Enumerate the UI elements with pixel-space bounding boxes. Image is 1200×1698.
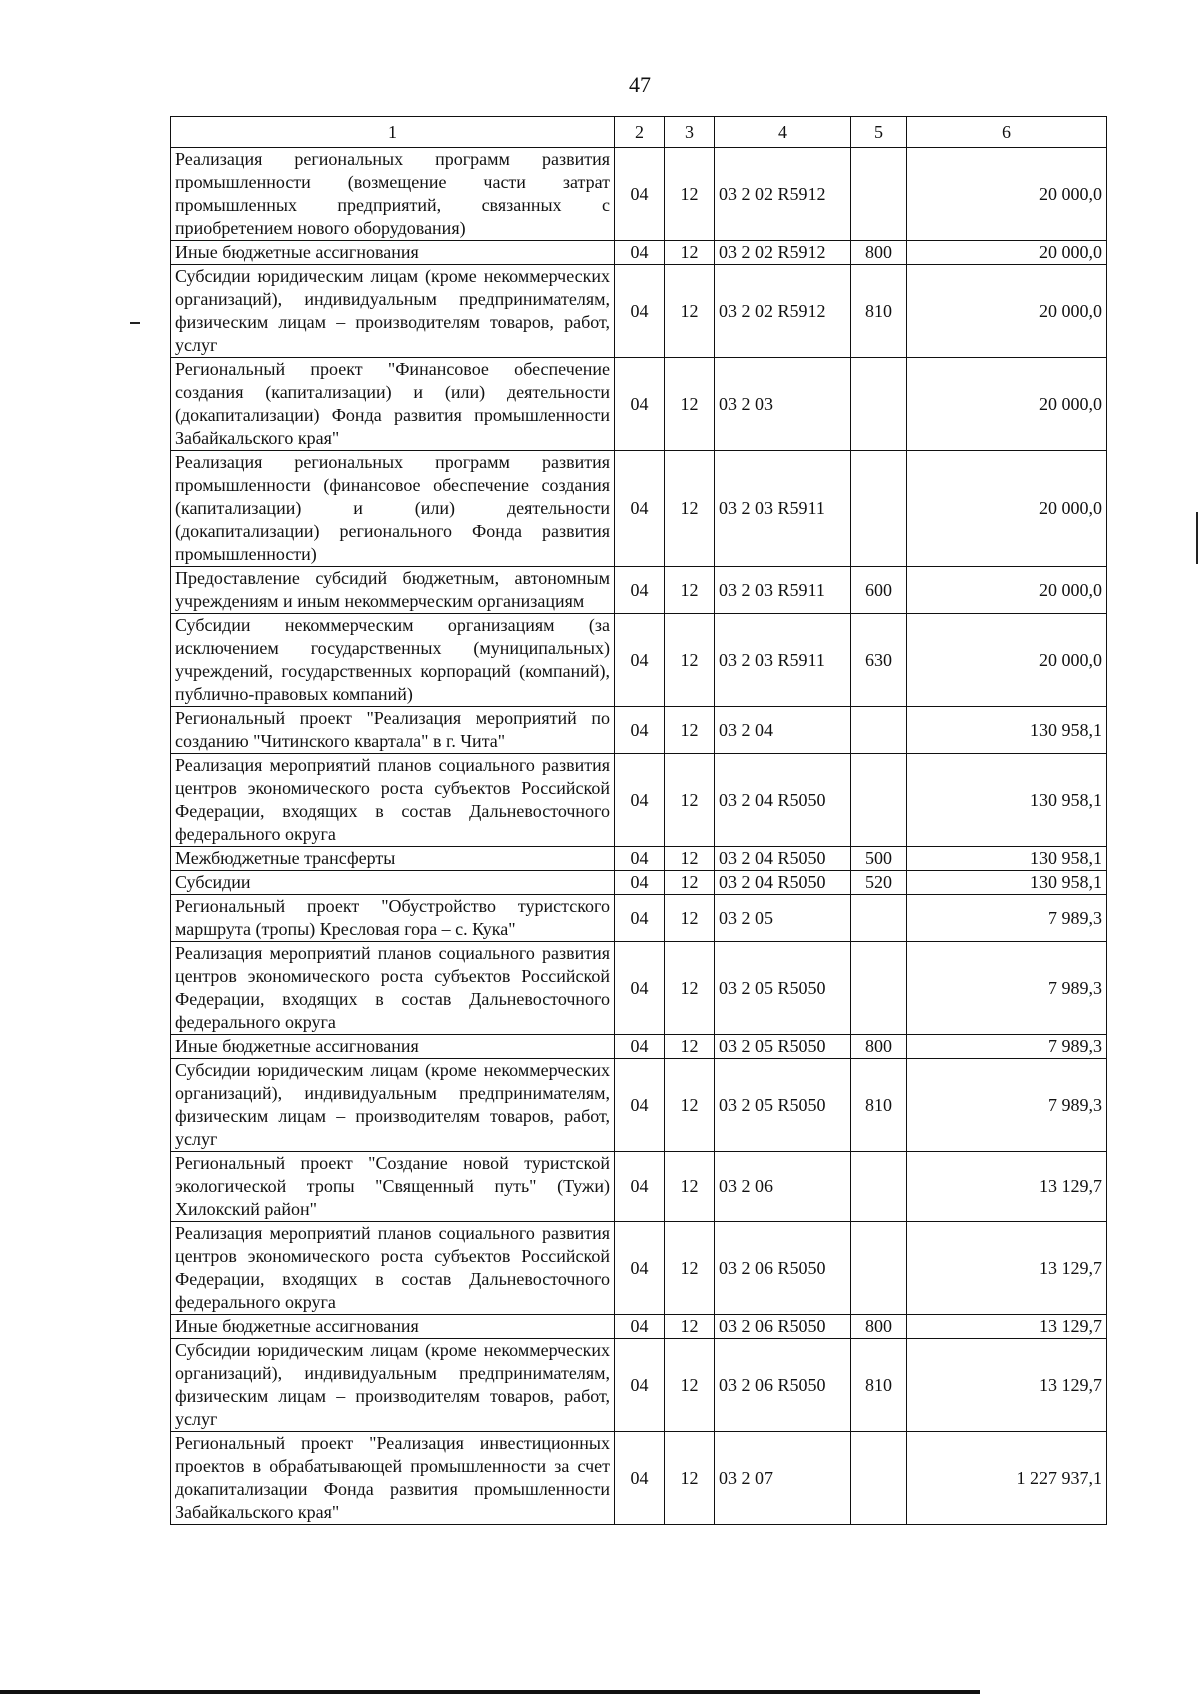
row-subsection-cell: 12 (665, 567, 715, 614)
row-amount-cell: 7 989,3 (907, 1035, 1107, 1059)
row-amount-cell: 13 129,7 (907, 1315, 1107, 1339)
row-name-cell: Предоставление субсидий бюджетным, автономным учреждениям и иным некоммерческим организациям (171, 567, 615, 614)
row-target-code-cell: 03 2 04 R5050 (715, 847, 851, 871)
row-expense-type-cell (851, 754, 907, 847)
row-target-code-cell: 03 2 04 R5050 (715, 871, 851, 895)
bottom-rule (0, 1690, 980, 1694)
row-amount-cell: 20 000,0 (907, 567, 1107, 614)
row-name-cell: Региональный проект "Реализация мероприятий по созданию "Читинского квартала" в г. Чита" (171, 707, 615, 754)
row-target-code-cell: 03 2 02 R5912 (715, 148, 851, 241)
row-section-cell: 04 (615, 1315, 665, 1339)
row-expense-type-cell: 520 (851, 871, 907, 895)
row-name-cell: Региональный проект "Реализация инвестиционных проектов в обрабатывающей промышленности за счет докапитализации Фонда развития промышленности Забайкальского края" (171, 1432, 615, 1525)
row-target-code-cell: 03 2 05 R5050 (715, 1059, 851, 1152)
row-amount-cell: 7 989,3 (907, 1059, 1107, 1152)
row-section-cell: 04 (615, 847, 665, 871)
table-row (171, 1432, 1107, 1525)
row-target-code-cell: 03 2 06 R5050 (715, 1339, 851, 1432)
row-expense-type-cell (851, 1222, 907, 1315)
row-target-code-cell: 03 2 02 R5912 (715, 265, 851, 358)
row-subsection-cell: 12 (665, 614, 715, 707)
row-section-cell: 04 (615, 754, 665, 847)
row-expense-type-cell (851, 942, 907, 1035)
table-row (171, 265, 1107, 358)
row-name-cell: Региональный проект "Создание новой туристской экологической тропы "Священный путь" (Тужи) Хилокский район" (171, 1152, 615, 1222)
row-name-cell: Иные бюджетные ассигнования (171, 1035, 615, 1059)
row-section-cell: 04 (615, 1035, 665, 1059)
row-subsection-cell: 12 (665, 942, 715, 1035)
row-section-cell: 04 (615, 567, 665, 614)
row-amount-cell: 20 000,0 (907, 614, 1107, 707)
row-subsection-cell: 12 (665, 148, 715, 241)
edge-mark-left (130, 322, 140, 324)
row-name-cell: Субсидии юридическим лицам (кроме некоммерческих организаций), индивидуальным предпринимателям, физическим лицам – производителям товаров, работ, услуг (171, 1059, 615, 1152)
row-section-cell: 04 (615, 1059, 665, 1152)
row-amount-cell: 20 000,0 (907, 451, 1107, 567)
row-amount-cell: 13 129,7 (907, 1222, 1107, 1315)
table-row (171, 358, 1107, 451)
row-target-code-cell: 03 2 02 R5912 (715, 241, 851, 265)
row-name-cell: Региональный проект "Финансовое обеспечение создания (капитализации) и (или) деятельности (докапитализации) Фонда развития промышленности Забайкальского края" (171, 358, 615, 451)
row-section-cell: 04 (615, 1222, 665, 1315)
row-subsection-cell: 12 (665, 451, 715, 567)
row-target-code-cell: 03 2 04 (715, 707, 851, 754)
table-row (171, 847, 1107, 871)
budget-table (170, 116, 1107, 1525)
row-name-cell: Субсидии некоммерческим организациям (за исключением государственных (муниципальных) учреждений, государственных корпораций (компаний), публично-правовых компаний) (171, 614, 615, 707)
table-row (171, 451, 1107, 567)
header-cell-6: 6 (907, 117, 1107, 148)
row-section-cell: 04 (615, 942, 665, 1035)
row-target-code-cell: 03 2 03 R5911 (715, 451, 851, 567)
row-name-cell: Реализация региональных программ развития промышленности (возмещение части затрат промышленных предприятий, связанных с приобретением нового оборудования) (171, 148, 615, 241)
table-row (171, 1152, 1107, 1222)
row-target-code-cell: 03 2 05 R5050 (715, 1035, 851, 1059)
row-subsection-cell: 12 (665, 1339, 715, 1432)
header-cell-3: 3 (665, 117, 715, 148)
row-expense-type-cell (851, 1152, 907, 1222)
table-row (171, 754, 1107, 847)
row-target-code-cell: 03 2 06 R5050 (715, 1222, 851, 1315)
row-section-cell: 04 (615, 707, 665, 754)
row-target-code-cell: 03 2 06 R5050 (715, 1315, 851, 1339)
table-body (171, 148, 1107, 1525)
row-expense-type-cell (851, 895, 907, 942)
row-section-cell: 04 (615, 1432, 665, 1525)
row-subsection-cell: 12 (665, 358, 715, 451)
table-row (171, 1059, 1107, 1152)
row-subsection-cell: 12 (665, 1152, 715, 1222)
row-subsection-cell: 12 (665, 871, 715, 895)
row-section-cell: 04 (615, 1339, 665, 1432)
row-expense-type-cell: 800 (851, 241, 907, 265)
row-amount-cell: 130 958,1 (907, 871, 1107, 895)
row-subsection-cell: 12 (665, 1059, 715, 1152)
row-target-code-cell: 03 2 05 (715, 895, 851, 942)
table-row (171, 895, 1107, 942)
row-expense-type-cell: 800 (851, 1035, 907, 1059)
row-subsection-cell: 12 (665, 1035, 715, 1059)
row-name-cell: Субсидии юридическим лицам (кроме некоммерческих организаций), индивидуальным предпринимателям, физическим лицам – производителям товаров, работ, услуг (171, 265, 615, 358)
table-row (171, 1315, 1107, 1339)
row-amount-cell: 130 958,1 (907, 847, 1107, 871)
row-amount-cell: 20 000,0 (907, 358, 1107, 451)
table-row (171, 567, 1107, 614)
table-row (171, 942, 1107, 1035)
row-amount-cell: 1 227 937,1 (907, 1432, 1107, 1525)
row-name-cell: Межбюджетные трансферты (171, 847, 615, 871)
row-subsection-cell: 12 (665, 265, 715, 358)
row-name-cell: Иные бюджетные ассигнования (171, 241, 615, 265)
row-target-code-cell: 03 2 03 (715, 358, 851, 451)
header-cell-5: 5 (851, 117, 907, 148)
row-name-cell: Субсидии юридическим лицам (кроме некоммерческих организаций), индивидуальным предпринимателям, физическим лицам – производителям товаров, работ, услуг (171, 1339, 615, 1432)
row-subsection-cell: 12 (665, 1222, 715, 1315)
row-name-cell: Реализация мероприятий планов социального развития центров экономического роста субъектов Российской Федерации, входящих в состав Дальневосточного федерального округа (171, 1222, 615, 1315)
row-section-cell: 04 (615, 451, 665, 567)
row-expense-type-cell: 810 (851, 1339, 907, 1432)
row-subsection-cell: 12 (665, 1432, 715, 1525)
row-name-cell: Реализация региональных программ развития промышленности (финансовое обеспечение создания (капитализации) и (или) деятельности (докапитализации) регионального Фонда развития промышленности) (171, 451, 615, 567)
row-name-cell: Реализация мероприятий планов социального развития центров экономического роста субъектов Российской Федерации, входящих в состав Дальневосточного федерального округа (171, 942, 615, 1035)
row-name-cell: Субсидии (171, 871, 615, 895)
row-section-cell: 04 (615, 265, 665, 358)
row-subsection-cell: 12 (665, 707, 715, 754)
table-row (171, 707, 1107, 754)
row-name-cell: Реализация мероприятий планов социального развития центров экономического роста субъектов Российской Федерации, входящих в состав Дальневосточного федерального округа (171, 754, 615, 847)
row-subsection-cell: 12 (665, 895, 715, 942)
row-expense-type-cell (851, 148, 907, 241)
row-section-cell: 04 (615, 358, 665, 451)
row-subsection-cell: 12 (665, 754, 715, 847)
row-amount-cell: 13 129,7 (907, 1152, 1107, 1222)
row-amount-cell: 7 989,3 (907, 895, 1107, 942)
row-section-cell: 04 (615, 871, 665, 895)
header-cell-1: 1 (171, 117, 615, 148)
edge-mark-right (1196, 512, 1198, 564)
table-row (171, 1035, 1107, 1059)
row-subsection-cell: 12 (665, 1315, 715, 1339)
row-expense-type-cell (851, 707, 907, 754)
table-row (171, 614, 1107, 707)
page-number: 47 (629, 72, 651, 97)
row-section-cell: 04 (615, 241, 665, 265)
row-name-cell: Региональный проект "Обустройство туристского маршрута (тропы) Кресловая гора – с. Кука" (171, 895, 615, 942)
row-expense-type-cell (851, 1432, 907, 1525)
row-expense-type-cell (851, 358, 907, 451)
row-expense-type-cell: 800 (851, 1315, 907, 1339)
table-row (171, 871, 1107, 895)
row-amount-cell: 130 958,1 (907, 707, 1107, 754)
table-row (171, 1339, 1107, 1432)
row-expense-type-cell: 500 (851, 847, 907, 871)
row-target-code-cell: 03 2 04 R5050 (715, 754, 851, 847)
row-target-code-cell: 03 2 03 R5911 (715, 614, 851, 707)
row-section-cell: 04 (615, 895, 665, 942)
row-subsection-cell: 12 (665, 847, 715, 871)
row-target-code-cell: 03 2 07 (715, 1432, 851, 1525)
row-amount-cell: 20 000,0 (907, 265, 1107, 358)
row-subsection-cell: 12 (665, 241, 715, 265)
row-target-code-cell: 03 2 06 (715, 1152, 851, 1222)
row-amount-cell: 130 958,1 (907, 754, 1107, 847)
row-target-code-cell: 03 2 05 R5050 (715, 942, 851, 1035)
header-cell-4: 4 (715, 117, 851, 148)
header-row (171, 117, 1107, 148)
row-name-cell: Иные бюджетные ассигнования (171, 1315, 615, 1339)
table-row (171, 1222, 1107, 1315)
table-row (171, 241, 1107, 265)
row-amount-cell: 20 000,0 (907, 148, 1107, 241)
row-expense-type-cell: 600 (851, 567, 907, 614)
row-section-cell: 04 (615, 1152, 665, 1222)
row-expense-type-cell: 810 (851, 1059, 907, 1152)
row-expense-type-cell: 810 (851, 265, 907, 358)
row-section-cell: 04 (615, 614, 665, 707)
table-row (171, 148, 1107, 241)
row-section-cell: 04 (615, 148, 665, 241)
row-amount-cell: 7 989,3 (907, 942, 1107, 1035)
row-target-code-cell: 03 2 03 R5911 (715, 567, 851, 614)
row-expense-type-cell: 630 (851, 614, 907, 707)
row-amount-cell: 20 000,0 (907, 241, 1107, 265)
row-amount-cell: 13 129,7 (907, 1339, 1107, 1432)
row-expense-type-cell (851, 451, 907, 567)
header-cell-2: 2 (615, 117, 665, 148)
